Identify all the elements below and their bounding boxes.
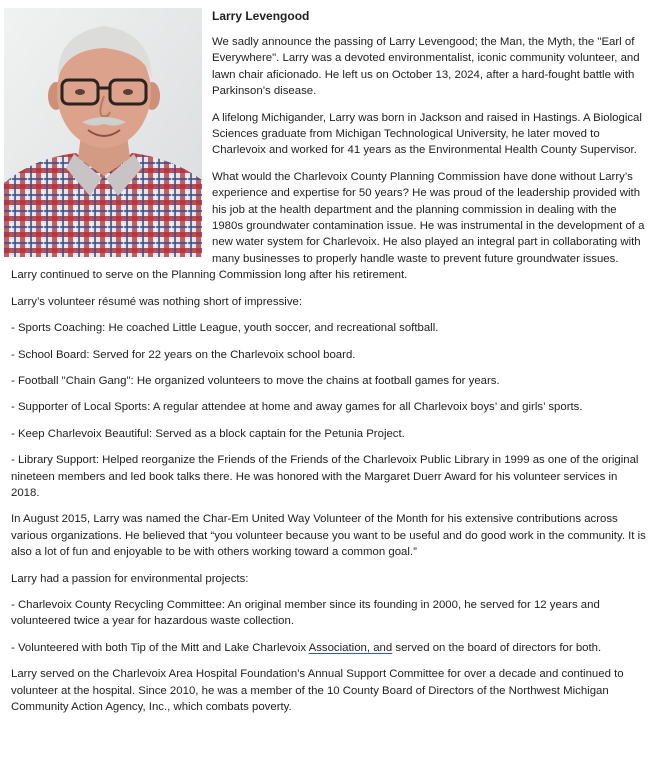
paragraph-hospital-foundation: Larry served on the Charlevoix Area Hospital Foundation's Annual Support Committee for over a decade and continued to volunteer at the hospital. Since 2010, he was a member of the 10 County Board of Directors of the Northwest Michigan Community Action Agency, Inc., which combats poverty. [11,668,624,713]
list-item-school-board: - School Board: Served for 22 years on the Charlevoix school board. [11,348,356,361]
portrait-illustration [4,8,202,257]
paragraph-volunteer-intro: Larry’s volunteer résumé was nothing short of impressive: [11,295,303,308]
portrait-photo [4,8,202,257]
list-item-keep-beautiful: - Keep Charlevoix Beautiful: Served as a block captain for the Petunia Project. [11,427,405,440]
paragraph-background: A lifelong Michigander, Larry was born in Jackson and raised in Hastings. A Biological Sciences graduate from Michigan Technological University, he later moved to Charlevoix and worked for 41 years as the Environmental Health County Supervisor. [212,111,642,157]
tip-of-mitt-text-before: - Volunteered with both Tip of the Mitt and Lake Charlevoix [11,641,309,654]
paragraph-announcement: We sadly announce the passing of Larry Levengood; the Man, the Myth, the "Earl of Everywhere". Larry was a devoted environmentalist, iconic community volunteer, and lawn chair aficionado. He left us on October 13, 2024, after a hard-fought battle with Parkinson’s disease. [212,36,640,98]
paragraph-united-way: In August 2015, Larry was named the Char-Em United Way Volunteer of the Month for his extensive contributions across various organizations. He believed that “you volunteer because you want to be useful and do good work in the community. It is also a lot of fun and enjoyable to be with others working toward a common goal.” [11,513,646,559]
paragraph-planning-commission: What would the Charlevoix County Planning Commission have done without Larry’s experience and expertise for 50 years? He was proud of the leadership provided with his job at the health department and the planning commission in dealing with the 1980s groundwater contamination issue. He was instrumental in the development of a new water system for Charlevoix. He also played an integral part in collaborating with many businesses to properly handle waste to prevent future groundwater issues. Larry continued to serve on the Planning Commission long after his retirement. [11,170,645,282]
obituary-article [0,8,657,715]
list-item-recycling: - Charlevoix County Recycling Committee: An original member since its founding in 2000, he served for 12 years and volunteered twice a year for hazardous waste collection. [11,598,600,628]
tip-of-mitt-text-after: served on the board of directors for both. [392,641,602,654]
paragraph-environment-intro: Larry had a passion for environmental projects: [11,572,249,585]
association-link-text: Association, and [308,641,393,654]
list-item-tip-of-the-mitt [11,640,647,656]
list-item-sports-coaching: - Sports Coaching: He coached Little League, youth soccer, and recreational softball. [11,322,439,335]
article-title: Larry Levengood [212,9,310,23]
list-item-chain-gang: - Football "Chain Gang": He organized volunteers to move the chains at football games for years. [11,374,500,387]
list-item-library-support: - Library Support: Helped reorganize the Friends of the Friends of the Charlevoix Public Library in 1999 as one of the original nineteen members and led book talks there. He was honored with the Margaret Duerr Award for his volunteer services in 2018. [11,454,639,499]
list-item-local-sports: - Supporter of Local Sports: A regular attendee at home and away games for all Charlevoix boys’ and girls’ sports. [11,401,583,414]
